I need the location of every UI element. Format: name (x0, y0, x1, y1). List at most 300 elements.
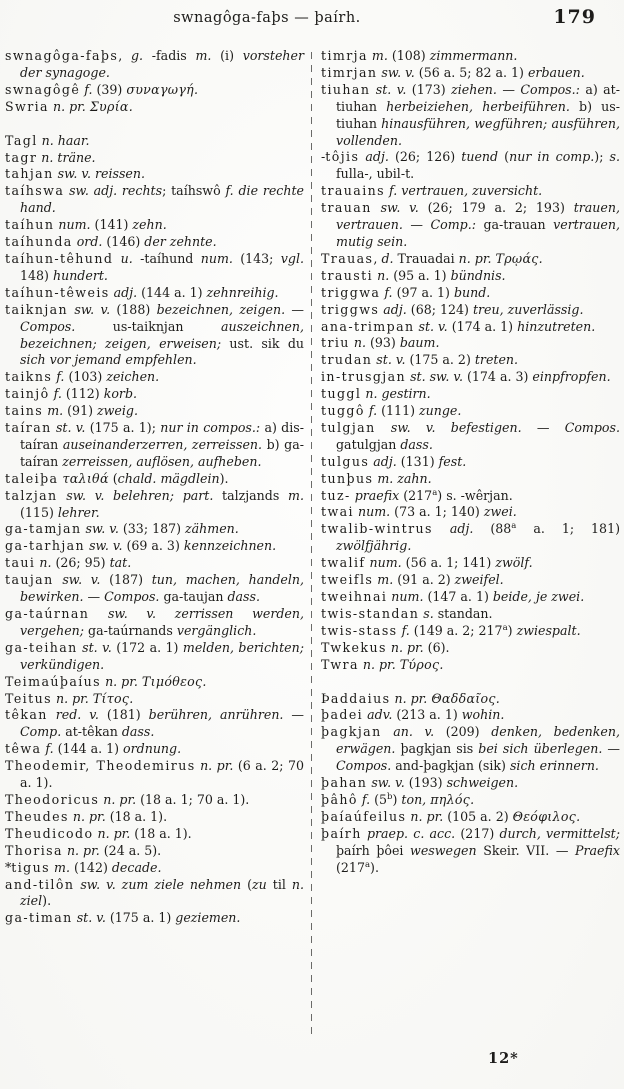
dictionary-entry (321, 504, 620, 521)
entry-text: (175 a. 1); (85, 420, 161, 436)
entry-text: baum. (399, 335, 440, 351)
entry-text (376, 420, 391, 435)
entry-greek-text: πηλός. (430, 791, 475, 807)
dictionary-entry (5, 758, 304, 792)
running-head (0, 6, 624, 36)
entry-text: f. (361, 791, 371, 807)
dictionary-entry (321, 352, 620, 369)
entry-headword: taikns (5, 369, 53, 385)
entry-text: (91 a. 2) (393, 572, 455, 588)
entry-text: bei sich überlegen. (478, 741, 603, 757)
entry-text: ). (42, 893, 52, 909)
dictionary-entry (321, 285, 620, 302)
entry-greek-text: ταλιθά (62, 470, 109, 486)
entry-text: sw. v. befestigen. (390, 419, 522, 435)
entry-text: dass. (227, 589, 260, 605)
entry-text: zimmermann. (429, 48, 518, 63)
dictionary-entry (5, 386, 304, 403)
entry-text: (6 a. 2; 70 a. 1). (20, 758, 304, 791)
entry-text: (33; 187) (118, 521, 186, 537)
entry-text: red. v. (55, 707, 99, 723)
entry-text: (147 a. 1) (423, 589, 493, 604)
entry-text: wohin. (461, 707, 505, 723)
dictionary-entry (5, 572, 304, 606)
entry-text: fulla-, ubil-t. (336, 166, 415, 182)
entry-headword: tweifls (321, 572, 374, 588)
entry-text: num. (391, 589, 424, 604)
entry-text: Comp.: (430, 217, 476, 233)
entry-headword: þadei (321, 707, 364, 723)
entry-text: f. (384, 284, 393, 300)
entry-text: (105 a. 2) (443, 808, 513, 824)
entry-text: (112) (61, 386, 104, 402)
entry-text: sich vor jemand empfehlen. (20, 352, 197, 368)
entry-text: beide, je zwei. (492, 589, 585, 604)
entry-text: — (602, 741, 620, 757)
dictionary-entry (321, 572, 620, 589)
entry-text: (56 a. 5; 82 a. 1) (414, 64, 528, 80)
dictionary-entry (321, 183, 620, 200)
dictionary-entry (321, 640, 620, 657)
entry-text: hinzutreten. (517, 318, 596, 334)
dictionary-entry (5, 792, 304, 809)
dictionary-entry (321, 386, 620, 403)
entry-text: (175 a. 1) (105, 910, 176, 926)
entry-text: denken, bedenken, erwägen. (336, 724, 620, 757)
entry-text: - (321, 149, 326, 165)
entry-text: talzjands (213, 487, 289, 503)
page-number: 179 (553, 6, 596, 28)
entry-text: (88 (473, 521, 512, 537)
dictionary-entry (321, 724, 620, 775)
entry-text: ( (108, 470, 118, 486)
dictionary-entry (321, 403, 620, 420)
entry-greek-text: Τύρος. (399, 656, 444, 672)
entry-headword: Trauas (321, 250, 374, 266)
dictionary-entry (321, 555, 620, 572)
entry-text: weswegen (410, 842, 477, 858)
entry-text: (115) (20, 504, 58, 520)
entry-text: praefix (354, 487, 400, 503)
entry-text: sw. v. (74, 301, 111, 317)
entry-greek-text: Τίτος. (92, 690, 134, 706)
entry-text: (217) (455, 825, 500, 841)
entry-text: (111) (377, 403, 419, 419)
entry-text: chald. mägdlein (117, 470, 220, 486)
entry-text: þaírh þôei (336, 842, 411, 858)
entry-text: ( (498, 149, 510, 165)
entry-text: adj. (449, 521, 474, 537)
dictionary-entry (321, 707, 620, 724)
entry-text: n. pr. (410, 808, 444, 824)
entry-headword: tunþus (321, 470, 374, 486)
entry-text: auseinanderzerren, zerreissen. (62, 436, 263, 452)
entry-text: u. (120, 250, 133, 266)
entry-headword: ga-taúrnan (5, 606, 90, 621)
entry-headword: twai (321, 504, 354, 520)
entry-text: a) dis-taíran (20, 420, 304, 452)
dictionary-entry (321, 792, 620, 809)
dictionary-entry (5, 403, 304, 420)
entry-text: m. (371, 48, 388, 63)
dictionary-entry (5, 150, 304, 167)
entry-text: vertrauen, mutig sein. (336, 217, 620, 249)
entry-headword: þâhô (321, 791, 358, 807)
entry-headword: þahan (321, 775, 368, 791)
entry-text: , (118, 48, 131, 63)
dictionary-entry (5, 133, 304, 150)
entry-text: zerreissen, auflösen, aufheben. (62, 453, 262, 469)
dictionary-entry (321, 319, 620, 336)
dictionary-entry (321, 471, 620, 488)
entry-headword: þaírh (321, 825, 362, 841)
entry-text: gatulgjan (336, 436, 401, 452)
entry-text: zweifel. (454, 572, 504, 588)
entry-text: st. v. (55, 420, 86, 436)
entry-text: geziemen. (175, 910, 241, 926)
entry-headword: tuggô (321, 403, 365, 419)
entry-greek-text: Συρία. (89, 98, 134, 114)
entry-text: Compos.: (520, 81, 580, 97)
dictionary-entry (5, 606, 304, 640)
dictionary-entry (5, 521, 304, 538)
entry-text: zunge. (419, 403, 462, 419)
entry-text: einpfropfen. (532, 369, 611, 385)
entry-text: sich erinnern. (509, 758, 599, 774)
entry-text: Trauadai (393, 250, 459, 266)
entry-text: a. 1; 181) (516, 521, 620, 537)
dictionary-entry (321, 589, 620, 606)
entry-text: sw. v. (85, 521, 119, 537)
entry-text: ( (241, 876, 253, 892)
entry-headword: taleiþa (5, 470, 59, 486)
dictionary-entry (321, 149, 620, 183)
entry-greek-text: Θαδδαῖος. (431, 690, 501, 706)
dictionary-entry (5, 183, 304, 217)
entry-text: tun, machen, handeln, bewirken. (20, 572, 304, 605)
entry-text: f. (45, 741, 54, 757)
entry-text: (73 a. 1; 140) (390, 504, 484, 520)
printer-signature: 12* (488, 1050, 519, 1067)
entry-text (58, 488, 67, 503)
entry-text: ga-trauan (475, 217, 554, 233)
entry-text (113, 251, 120, 266)
entry-text: nur in comp. (509, 149, 595, 165)
entry-headword: Þaddaius (321, 690, 391, 706)
entry-text: dass. (121, 724, 155, 740)
dictionary-entry (321, 251, 620, 268)
entry-text: erbauen. (527, 64, 585, 80)
entry-text: n. pr. (103, 791, 137, 807)
entry-headword: Twra (321, 656, 359, 672)
entry-text: d. (381, 250, 394, 266)
entry-text: adv. (367, 707, 393, 723)
entry-headword: tiuhan (321, 81, 371, 97)
entry-text: (39) (92, 81, 127, 97)
entry-text: (209) (434, 724, 492, 740)
entry-text: a (364, 859, 371, 870)
entry-text: ga-taúrnands (84, 622, 177, 638)
entry-text: s. (609, 149, 620, 165)
entry-headword: Teimaúþaíus (5, 673, 102, 689)
entry-headword: tôjis (325, 149, 360, 165)
entry-text: n. ziel (20, 876, 304, 909)
dictionary-entry (5, 691, 304, 708)
dictionary-entry (5, 251, 304, 285)
entry-text: fest. (438, 453, 467, 469)
entry-headword: taíran (5, 420, 52, 436)
entry-text: ). (219, 470, 229, 486)
entry-headword: Thorisa (5, 842, 63, 858)
entry-headword: tigus (11, 859, 51, 875)
entry-text: f. (84, 81, 93, 97)
entry-text: st. v. (418, 318, 448, 334)
entry-text: auszeichnen, bezeichnen; zeigen, erweisen; (20, 318, 304, 351)
entry-headword: Theudes (5, 808, 69, 824)
entry-text: (142) (70, 859, 112, 875)
entry-text: tuend (461, 149, 499, 165)
entry-text: þagkjan sis (395, 741, 479, 757)
dictionary-entry (5, 826, 304, 843)
entry-text: vgl. (280, 250, 304, 266)
entry-text: f. (56, 369, 65, 385)
entry-text: -fadis (143, 48, 196, 63)
entry-text: st. v. (76, 910, 106, 926)
dictionary-entry (5, 285, 304, 302)
entry-text: (68; 124) (406, 301, 473, 317)
dictionary-entry (5, 471, 304, 488)
entry-text: st. sw. v. (410, 369, 463, 385)
entry-text: ). (370, 859, 379, 875)
entry-text: (18 a. 1). (105, 808, 168, 824)
dictionary-entry (5, 707, 304, 741)
entry-text: num. (200, 250, 233, 266)
entry-text: n. pr. (52, 98, 86, 114)
entry-text: zwölf. (495, 555, 533, 571)
entry-text: bündnis. (450, 267, 506, 283)
entry-text: st. v. (82, 639, 112, 655)
entry-headword: þaíaúfeilus (321, 808, 407, 824)
entry-text: praep. c. acc. (366, 825, 456, 841)
running-head-title: swnagôga-faþs — þaírh. (173, 10, 361, 26)
entry-text: m. zahn. (377, 470, 432, 486)
entry-text: g. (130, 48, 144, 63)
dictionary-entry (5, 538, 304, 555)
dictionary-entry (321, 268, 620, 285)
entry-headword: taujan (5, 572, 54, 588)
entry-text: (149 a. 2; 217 (409, 622, 503, 638)
entry-text: , (373, 250, 382, 266)
entry-text: tat. (109, 555, 132, 571)
dictionary-entry (321, 809, 620, 826)
entry-text: Compos. (104, 589, 160, 605)
entry-text (372, 200, 381, 215)
entry-text: f. (401, 622, 410, 638)
entry-headword: trauan (321, 200, 372, 216)
entry-headword: taiknjan (5, 301, 69, 317)
entry-text: n. pr. (458, 250, 492, 266)
entry-headword: tuggl (321, 386, 362, 402)
entry-text: — (521, 419, 565, 435)
entry-text: lehrer. (57, 504, 100, 520)
entry-text: n. träne. (41, 149, 96, 165)
entry-text: (144 a. 1) (53, 741, 124, 757)
entry-text: (26; 95) (51, 555, 110, 571)
dictionary-entry (5, 99, 304, 116)
entry-text: ; taíhswô (162, 183, 226, 199)
entry-text: (91) (63, 403, 97, 419)
entry-text: (26; 126) (388, 149, 462, 165)
entry-text: — (283, 707, 304, 723)
entry-text: f. die rechte hand. (20, 183, 304, 216)
entry-text: (181) (98, 707, 149, 723)
entry-text: sw. v. reissen. (57, 166, 145, 182)
entry-text: hinausführen, wegführen; ausführen, vollenden. (336, 115, 620, 148)
entry-headword: triggwa (321, 284, 381, 300)
dictionary-entry (321, 420, 620, 454)
entry-text: n. gestirn. (365, 386, 431, 402)
dictionary-entry (5, 809, 304, 826)
entry-text: (97 a. 1) (392, 284, 454, 300)
dictionary-entry (5, 741, 304, 758)
entry-headword: ana-trimpan (321, 318, 415, 334)
entry-text: sw. v. (371, 775, 405, 791)
entry-text: (18 a. 1; 70 a. 1). (136, 791, 250, 807)
entry-text: sw. v. belehren; (66, 487, 174, 503)
dictionary-entry (5, 640, 304, 674)
entry-headword: twis-stass (321, 622, 398, 638)
entry-greek-text: Τρῳάς. (495, 250, 543, 266)
entry-headword: tainjô (5, 386, 50, 402)
entry-text: til (266, 876, 292, 892)
entry-text: 148) (20, 267, 53, 283)
entry-text: decade. (111, 859, 162, 875)
entry-text: kennzeichnen. (183, 538, 277, 554)
entry-text: b) us-tiuhan (336, 98, 620, 131)
entry-text: an. v. (393, 724, 435, 740)
entry-headword: ga-teihan (5, 639, 78, 655)
entry-text: n. pr. (66, 842, 100, 858)
entry-text: (188) (110, 301, 157, 317)
entry-text: (18 a. 1). (130, 825, 192, 841)
entry-headword: timrjan (321, 64, 378, 80)
entry-headword: tulgjan (321, 419, 376, 435)
dictionary-entry (321, 82, 620, 150)
entry-text: n. pr. (200, 758, 234, 774)
entry-text: a (511, 521, 517, 532)
entry-text: herbeiziehen, herbeiführen. (386, 98, 570, 114)
entry-text: Comp. (20, 724, 62, 740)
dictionary-entry (5, 369, 304, 386)
dictionary-entry (5, 82, 304, 99)
entry-text: bezeichnen, zeigen. (156, 301, 286, 317)
entry-headword: talzjan (5, 487, 58, 503)
column-left (0, 48, 311, 927)
entry-text: at-têkan (61, 724, 122, 740)
entry-text: der zehnte. (144, 234, 217, 250)
dictionary-entry (321, 369, 620, 386)
entry-text: (175 a. 2) (405, 352, 475, 368)
dictionary-entry (321, 200, 620, 251)
entry-headword: twalif (321, 555, 366, 571)
entry-text: (141) (90, 217, 133, 233)
entry-text: num. (58, 217, 91, 233)
dictionary-entry (321, 488, 620, 505)
entry-text: (56 a. 1; 141) (401, 555, 496, 571)
entry-text: dass. (400, 436, 433, 452)
dictionary-entry (321, 606, 620, 623)
entry-text: sw. v. (62, 572, 101, 588)
entry-headword: Teitus (5, 690, 52, 706)
entry-text: Compos. (20, 318, 76, 334)
entry-text (433, 521, 450, 536)
entry-text: zwölfjährig. (336, 538, 412, 554)
entry-text: n. pr. (55, 690, 89, 706)
entry-text: zwei. (483, 504, 517, 520)
entry-text: n. pr. (72, 808, 106, 824)
entry-text: f. (53, 386, 62, 402)
entry-text (382, 724, 394, 739)
entry-text: nur in compos.: (160, 420, 261, 436)
entry-headword: têkan (5, 707, 48, 723)
entry-headword: Twkekus (321, 639, 387, 655)
entry-text: trauen, vertrauen. (336, 200, 620, 233)
entry-text: sw. v. zerrissen werden, vergehen; (20, 606, 304, 638)
entry-text: s. (423, 605, 434, 621)
entry-text: num. (369, 555, 402, 571)
entry-text: (187) (100, 572, 152, 588)
entry-text: f. (368, 403, 378, 419)
entry-text: zu (252, 876, 267, 892)
entry-text: adj. (365, 149, 389, 165)
entry-text: treten. (474, 352, 519, 368)
entry-text: — (402, 217, 431, 233)
dictionary-entry (321, 657, 620, 674)
entry-text: durch, vermittelst; (499, 825, 620, 841)
entry-text: melden, berichten; verkündigen. (20, 639, 304, 672)
dictionary-entry (5, 488, 304, 522)
entry-text: n. pr. (394, 690, 428, 706)
entry-text: (5 (370, 791, 388, 807)
entry-text: (108) (387, 48, 430, 63)
entry-text: zeichen. (106, 369, 160, 385)
entry-text: (217 (336, 859, 365, 875)
entry-text: n. (39, 555, 52, 571)
entry-text: n. (353, 335, 366, 351)
entry-text: Compos. (564, 419, 620, 435)
entry-text: and-þagkjan (sik) (391, 758, 510, 774)
entry-headword: tains (5, 403, 44, 419)
entry-headword: Theodoricus (5, 791, 100, 807)
entry-text: b) ga-taíran (20, 436, 304, 469)
dictionary-entry (5, 217, 304, 234)
entry-text: treu, zuverlässig. (472, 301, 584, 317)
entry-headword: têwa (5, 741, 42, 757)
entry-headword: in-trusgjan (321, 369, 407, 385)
dictionary-entry (321, 826, 620, 877)
entry-headword: twalib-wintrus (321, 521, 433, 537)
entry-headword: triggws (321, 301, 380, 317)
entry-text (48, 707, 56, 722)
entry-text: (213 a. 1) (392, 707, 462, 723)
dictionary-entry (5, 48, 304, 82)
entry-headword: trauains (321, 183, 386, 199)
entry-text: (173) (406, 81, 452, 97)
entry-headword: swnagôga-faþs (5, 48, 119, 63)
entry-text: zehn. (132, 217, 167, 233)
entry-text: ) (392, 791, 402, 807)
dictionary-entry (5, 302, 304, 370)
